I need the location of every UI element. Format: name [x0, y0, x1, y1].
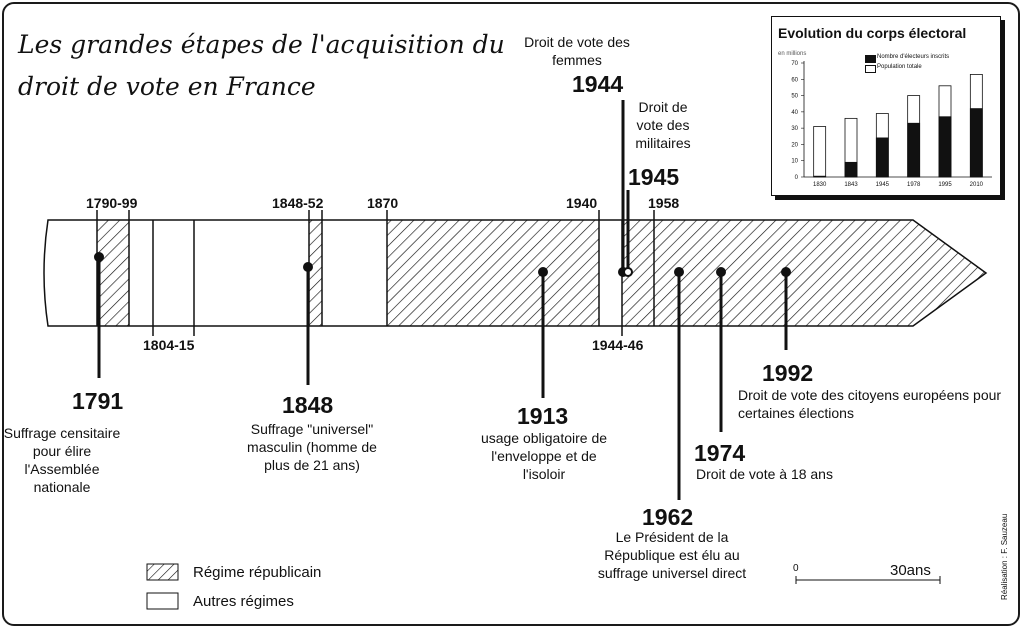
legend-swatch-republican — [147, 564, 178, 580]
period-label-1944-46: 1944-46 — [592, 337, 644, 353]
event-year-1913: 1913 — [517, 403, 569, 429]
inset-legend-label-population: Population totale — [877, 64, 922, 70]
scale-label: 30ans — [890, 562, 931, 579]
period-label-1958: 1958 — [648, 195, 680, 211]
inset-bar-electors — [939, 117, 951, 177]
legend-swatches — [146, 562, 180, 612]
inset-bar-electors — [970, 109, 982, 177]
inset-legend-label-electors: Nombre d'électeurs inscrits — [877, 54, 950, 60]
credit: Réalisation : F. Sauzeau — [1000, 513, 1009, 600]
event-text-1913: usage obligatoire de l'enveloppe et de l'isoloir — [480, 430, 608, 482]
inset-bar-electors — [876, 138, 888, 177]
period-label-1940: 1940 — [566, 195, 598, 211]
inset-legend-swatch-population — [865, 65, 876, 73]
event-year-1992: 1992 — [762, 360, 814, 386]
regime-period-1848-1852 — [309, 220, 322, 326]
event-text-1791: Suffrage censitaire pour élire l'Assemblée nationale — [3, 425, 121, 495]
event-text-1974: Droit de vote à 18 ans — [696, 466, 833, 482]
inset-x-tick-label: 1995 — [938, 182, 952, 188]
inset-y-tick-label: 10 — [791, 158, 798, 165]
inset-bar-electors — [908, 123, 920, 177]
inset-legend-swatch-electors — [865, 55, 876, 63]
title-line-2: droit de vote en France — [18, 72, 316, 101]
inset-chart-ylabel: en millions — [778, 51, 807, 57]
inset-y-tick-label: 30 — [791, 126, 798, 133]
inset-x-tick-label: 2010 — [969, 182, 984, 188]
inset-chart-title: Evolution du corps électoral — [778, 25, 967, 41]
legend-label-republican: Régime républicain — [193, 564, 322, 581]
inset-y-tick-label: 0 — [794, 175, 798, 181]
event-year-1962: 1962 — [642, 504, 694, 530]
event-text-1848: Suffrage "universel" masculin (homme de plus de 21 ans) — [247, 421, 377, 473]
inset-y-tick-label: 70 — [791, 61, 798, 67]
inset-bar-electors — [814, 176, 826, 177]
legend-label-other: Autres régimes — [193, 593, 294, 610]
period-label-1848-52: 1848-52 — [272, 195, 324, 211]
inset-chart-box — [771, 16, 1001, 196]
regime-period-1870-1940 — [387, 220, 599, 326]
event-text-1944: Droit de vote des femmes — [524, 34, 630, 68]
period-label-1870: 1870 — [367, 195, 399, 211]
period-label-1804-15: 1804-15 — [143, 337, 195, 353]
event-year-1944: 1944 — [572, 71, 624, 97]
inset-x-tick-label: 1830 — [812, 182, 827, 188]
event-text-1945: Droit de vote des militaires — [635, 99, 691, 151]
event-year-1791: 1791 — [72, 388, 124, 414]
title-line-1: Les grandes étapes de l'acquisition du — [18, 30, 505, 59]
inset-chart-plot — [772, 17, 1000, 195]
inset-y-tick-label: 50 — [791, 93, 798, 100]
inset-y-tick-label: 60 — [791, 77, 798, 84]
event-text-1992: Droit de vote des citoyens européens pour certaines élections — [738, 387, 1002, 421]
regime-period-1792-1804 — [97, 220, 129, 326]
event-year-1848: 1848 — [282, 392, 334, 418]
event-text-1962: Le Président de la République est élu au suffrage universel direct — [597, 529, 747, 581]
inset-x-tick-label: 1978 — [906, 182, 921, 188]
inset-bar-electors — [845, 162, 857, 177]
inset-y-tick-label: 20 — [791, 142, 798, 149]
legend-swatch-other — [147, 593, 178, 609]
period-label-1790-99: 1790-99 — [86, 195, 138, 211]
event-year-1945: 1945 — [628, 164, 680, 190]
inset-x-tick-label: 1843 — [844, 182, 858, 188]
inset-x-tick-label: 1945 — [875, 182, 890, 188]
scale-zero: 0 — [793, 563, 799, 574]
inset-y-tick-label: 40 — [791, 109, 798, 116]
inset-bar-population — [814, 127, 826, 177]
event-year-1974: 1974 — [694, 440, 746, 466]
